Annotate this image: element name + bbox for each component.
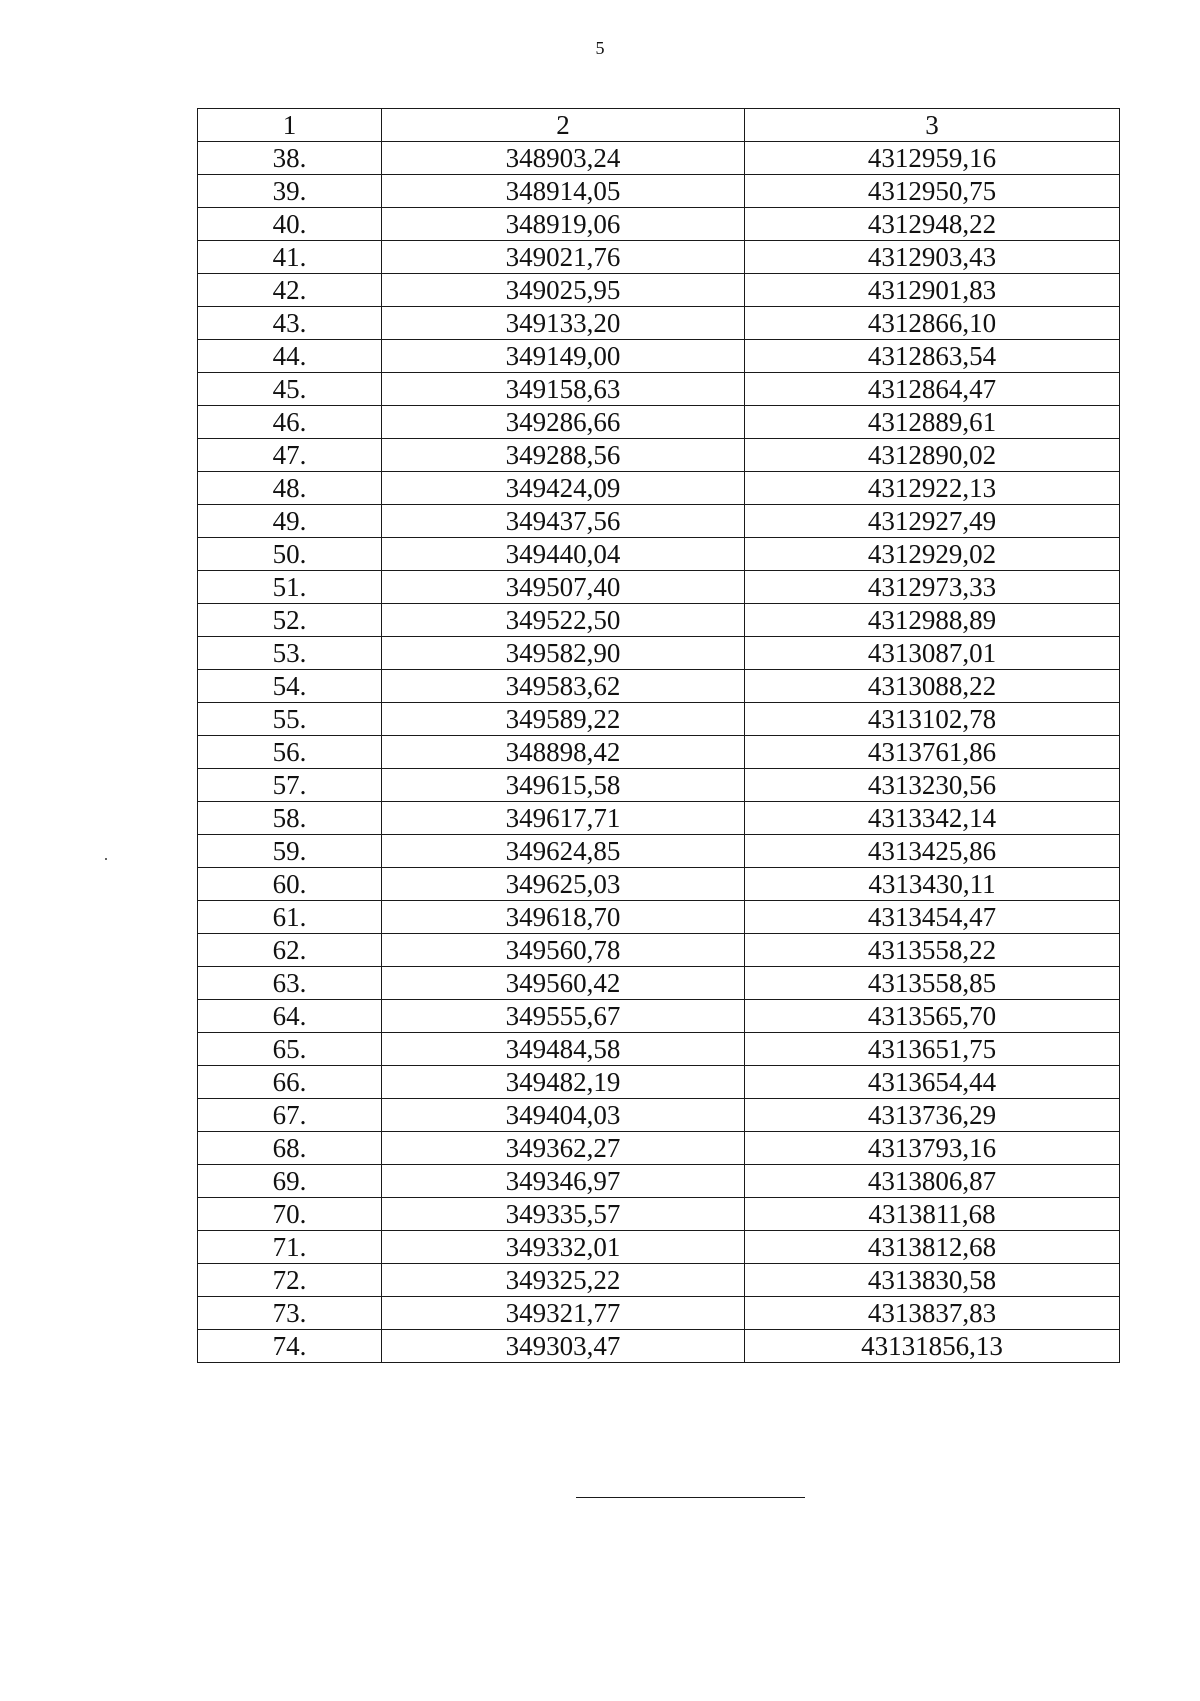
point-number-cell: 41. [198, 241, 382, 274]
coordinates-table [197, 108, 1120, 1363]
table-header-row [198, 109, 1120, 142]
y-coordinate-cell: 4312927,49 [745, 505, 1120, 538]
point-number-cell: 52. [198, 604, 382, 637]
point-number-cell: 40. [198, 208, 382, 241]
y-coordinate-cell: 4312973,33 [745, 571, 1120, 604]
x-coordinate-cell: 349133,20 [382, 307, 745, 340]
x-coordinate-cell: 349482,19 [382, 1066, 745, 1099]
y-coordinate-cell: 4313230,56 [745, 769, 1120, 802]
table-row [198, 967, 1120, 1000]
table-row [198, 1132, 1120, 1165]
x-coordinate-cell: 349440,04 [382, 538, 745, 571]
x-coordinate-cell: 349507,40 [382, 571, 745, 604]
y-coordinate-cell: 4312864,47 [745, 373, 1120, 406]
x-coordinate-cell: 349560,78 [382, 934, 745, 967]
y-coordinate-cell: 4313565,70 [745, 1000, 1120, 1033]
point-number-cell: 65. [198, 1033, 382, 1066]
x-coordinate-cell: 349625,03 [382, 868, 745, 901]
y-coordinate-cell: 4312922,13 [745, 472, 1120, 505]
table-row [198, 538, 1120, 571]
y-coordinate-cell: 4313654,44 [745, 1066, 1120, 1099]
point-number-cell: 74. [198, 1330, 382, 1363]
table-row [198, 175, 1120, 208]
x-coordinate-cell: 348898,42 [382, 736, 745, 769]
y-coordinate-cell: 4313761,86 [745, 736, 1120, 769]
x-coordinate-cell: 349624,85 [382, 835, 745, 868]
table-row [198, 769, 1120, 802]
point-number-cell: 64. [198, 1000, 382, 1033]
table-row [198, 604, 1120, 637]
point-number-cell: 72. [198, 1264, 382, 1297]
table-row [198, 1297, 1120, 1330]
table-row [198, 670, 1120, 703]
x-coordinate-cell: 349424,09 [382, 472, 745, 505]
point-number-cell: 47. [198, 439, 382, 472]
table-row [198, 505, 1120, 538]
point-number-cell: 51. [198, 571, 382, 604]
y-coordinate-cell: 4312950,75 [745, 175, 1120, 208]
x-coordinate-cell: 349583,62 [382, 670, 745, 703]
x-coordinate-cell: 349021,76 [382, 241, 745, 274]
point-number-cell: 48. [198, 472, 382, 505]
column-header-3: 3 [745, 109, 1120, 142]
x-coordinate-cell: 349303,47 [382, 1330, 745, 1363]
point-number-cell: 57. [198, 769, 382, 802]
y-coordinate-cell: 4313558,85 [745, 967, 1120, 1000]
table-row [198, 1033, 1120, 1066]
table-row [198, 571, 1120, 604]
point-number-cell: 38. [198, 142, 382, 175]
y-coordinate-cell: 4312948,22 [745, 208, 1120, 241]
y-coordinate-cell: 4312903,43 [745, 241, 1120, 274]
point-number-cell: 49. [198, 505, 382, 538]
y-coordinate-cell: 4312863,54 [745, 340, 1120, 373]
x-coordinate-cell: 349332,01 [382, 1231, 745, 1264]
table-row [198, 802, 1120, 835]
table-row [198, 934, 1120, 967]
x-coordinate-cell: 349288,56 [382, 439, 745, 472]
point-number-cell: 68. [198, 1132, 382, 1165]
table-row [198, 406, 1120, 439]
point-number-cell: 50. [198, 538, 382, 571]
closing-rule [576, 1497, 805, 1498]
point-number-cell: 44. [198, 340, 382, 373]
point-number-cell: 60. [198, 868, 382, 901]
point-number-cell: 55. [198, 703, 382, 736]
table-row [198, 1066, 1120, 1099]
x-coordinate-cell: 348914,05 [382, 175, 745, 208]
x-coordinate-cell: 348919,06 [382, 208, 745, 241]
x-coordinate-cell: 349437,56 [382, 505, 745, 538]
point-number-cell: 54. [198, 670, 382, 703]
x-coordinate-cell: 349484,58 [382, 1033, 745, 1066]
x-coordinate-cell: 349346,97 [382, 1165, 745, 1198]
point-number-cell: 70. [198, 1198, 382, 1231]
y-coordinate-cell: 4312890,02 [745, 439, 1120, 472]
y-coordinate-cell: 4313830,58 [745, 1264, 1120, 1297]
point-number-cell: 67. [198, 1099, 382, 1132]
y-coordinate-cell: 4312889,61 [745, 406, 1120, 439]
y-coordinate-cell: 4313736,29 [745, 1099, 1120, 1132]
table-body [198, 142, 1120, 1363]
y-coordinate-cell: 43131856,13 [745, 1330, 1120, 1363]
x-coordinate-cell: 349589,22 [382, 703, 745, 736]
point-number-cell: 73. [198, 1297, 382, 1330]
table-row [198, 1165, 1120, 1198]
x-coordinate-cell: 349404,03 [382, 1099, 745, 1132]
point-number-cell: 42. [198, 274, 382, 307]
y-coordinate-cell: 4312988,89 [745, 604, 1120, 637]
table-row [198, 835, 1120, 868]
column-header-1: 1 [198, 109, 382, 142]
y-coordinate-cell: 4312929,02 [745, 538, 1120, 571]
y-coordinate-cell: 4313812,68 [745, 1231, 1120, 1264]
x-coordinate-cell: 349149,00 [382, 340, 745, 373]
x-coordinate-cell: 349321,77 [382, 1297, 745, 1330]
point-number-cell: 63. [198, 967, 382, 1000]
table-row [198, 439, 1120, 472]
table-row [198, 340, 1120, 373]
point-number-cell: 39. [198, 175, 382, 208]
x-coordinate-cell: 349560,42 [382, 967, 745, 1000]
point-number-cell: 58. [198, 802, 382, 835]
table-row [198, 868, 1120, 901]
point-number-cell: 56. [198, 736, 382, 769]
x-coordinate-cell: 348903,24 [382, 142, 745, 175]
y-coordinate-cell: 4313088,22 [745, 670, 1120, 703]
table-row [198, 703, 1120, 736]
table-row [198, 1198, 1120, 1231]
y-coordinate-cell: 4312901,83 [745, 274, 1120, 307]
point-number-cell: 53. [198, 637, 382, 670]
table-row [198, 1264, 1120, 1297]
column-header-2: 2 [382, 109, 745, 142]
point-number-cell: 59. [198, 835, 382, 868]
point-number-cell: 45. [198, 373, 382, 406]
y-coordinate-cell: 4313102,78 [745, 703, 1120, 736]
table-row [198, 1330, 1120, 1363]
point-number-cell: 62. [198, 934, 382, 967]
table-row [198, 142, 1120, 175]
point-number-cell: 61. [198, 901, 382, 934]
stray-dot-mark [105, 858, 107, 860]
point-number-cell: 43. [198, 307, 382, 340]
x-coordinate-cell: 349325,22 [382, 1264, 745, 1297]
table-row [198, 208, 1120, 241]
y-coordinate-cell: 4312866,10 [745, 307, 1120, 340]
x-coordinate-cell: 349522,50 [382, 604, 745, 637]
y-coordinate-cell: 4313651,75 [745, 1033, 1120, 1066]
table-row [198, 373, 1120, 406]
table-row [198, 241, 1120, 274]
x-coordinate-cell: 349158,63 [382, 373, 745, 406]
y-coordinate-cell: 4313087,01 [745, 637, 1120, 670]
y-coordinate-cell: 4313558,22 [745, 934, 1120, 967]
point-number-cell: 46. [198, 406, 382, 439]
point-number-cell: 66. [198, 1066, 382, 1099]
y-coordinate-cell: 4312959,16 [745, 142, 1120, 175]
point-number-cell: 71. [198, 1231, 382, 1264]
y-coordinate-cell: 4313837,83 [745, 1297, 1120, 1330]
table-row [198, 472, 1120, 505]
table-row [198, 307, 1120, 340]
x-coordinate-cell: 349555,67 [382, 1000, 745, 1033]
x-coordinate-cell: 349335,57 [382, 1198, 745, 1231]
page-number: 5 [595, 38, 605, 58]
y-coordinate-cell: 4313454,47 [745, 901, 1120, 934]
x-coordinate-cell: 349582,90 [382, 637, 745, 670]
table-row [198, 274, 1120, 307]
table-row [198, 901, 1120, 934]
y-coordinate-cell: 4313430,11 [745, 868, 1120, 901]
y-coordinate-cell: 4313342,14 [745, 802, 1120, 835]
x-coordinate-cell: 349615,58 [382, 769, 745, 802]
y-coordinate-cell: 4313806,87 [745, 1165, 1120, 1198]
x-coordinate-cell: 349025,95 [382, 274, 745, 307]
table-row [198, 637, 1120, 670]
x-coordinate-cell: 349286,66 [382, 406, 745, 439]
table-row [198, 1000, 1120, 1033]
y-coordinate-cell: 4313793,16 [745, 1132, 1120, 1165]
table-row [198, 736, 1120, 769]
point-number-cell: 69. [198, 1165, 382, 1198]
x-coordinate-cell: 349618,70 [382, 901, 745, 934]
table-row [198, 1099, 1120, 1132]
y-coordinate-cell: 4313811,68 [745, 1198, 1120, 1231]
x-coordinate-cell: 349617,71 [382, 802, 745, 835]
x-coordinate-cell: 349362,27 [382, 1132, 745, 1165]
table-row [198, 1231, 1120, 1264]
y-coordinate-cell: 4313425,86 [745, 835, 1120, 868]
